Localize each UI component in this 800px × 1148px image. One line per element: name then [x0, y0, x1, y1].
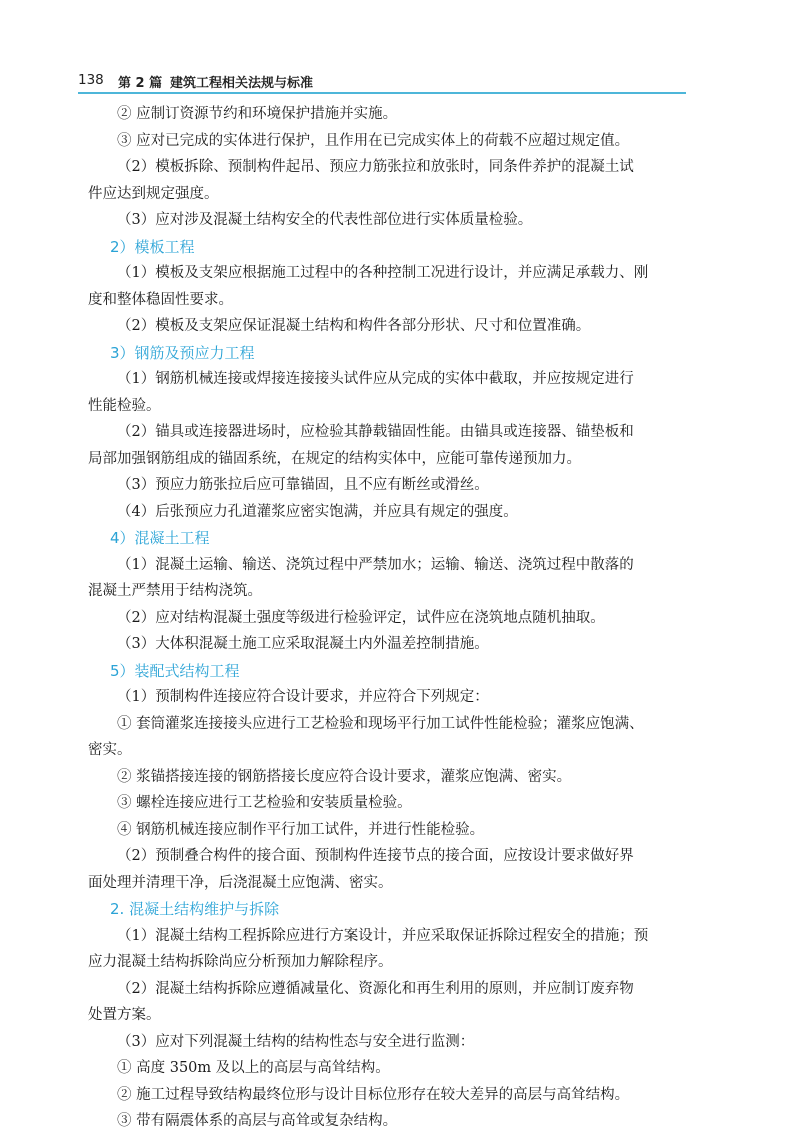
part-title: 建筑工程相关法规与标准 [170, 76, 314, 91]
body-line: 密实。 [88, 742, 132, 758]
body-line: （2）模板拆除、预制构件起吊、预应力筋张拉和放张时，同条件养护的混凝土试 [117, 159, 634, 175]
body-line: ② 施工过程导致结构最终位形与设计目标位形存在较大差异的高层与高耸结构。 [117, 1086, 630, 1103]
body-line: （3）应对涉及混凝土结构安全的代表性部位进行实体质量检验。 [117, 212, 533, 228]
body-line: ② 应制订资源节约和环境保护措施并实施。 [117, 106, 398, 122]
body-line: 局部加强钢筋组成的锚固系统，在规定的结构实体中，应能可靠传递预加力。 [88, 450, 581, 467]
section-heading: 2）模板工程 [110, 237, 195, 256]
body-line: 性能检验。 [88, 397, 161, 414]
body-line: （1）预制构件连接应符合设计要求，并应符合下列规定： [117, 689, 489, 705]
body-line: （2）锚具或连接器进场时，应检验其静载锚固性能。由锚具或连接器、锚垫板和 [117, 424, 634, 440]
body-line: ① 高度 350m 及以上的高层与高耸结构。 [117, 1060, 390, 1076]
body-line: （2）混凝土结构拆除应遵循减量化、资源化和再生利用的原则，并应制订废弃物 [117, 980, 634, 997]
body-line: 应力混凝土结构拆除尚应分析预加力解除程序。 [88, 954, 393, 970]
page-body [88, 101, 688, 1135]
body-line: ① 套筒灌浆连接接头应进行工艺检验和现场平行加工试件性能检验；灌浆应饱满、 [117, 715, 644, 732]
body-line: （2）预制叠合构件的接合面、预制构件连接节点的接合面，应按设计要求做好界 [117, 848, 634, 864]
section-heading: 4）混凝土工程 [110, 529, 210, 547]
header-rule [78, 92, 686, 94]
body-line: 混凝土严禁用于结构浇筑。 [88, 583, 262, 599]
body-line: 处置方案。 [88, 1007, 161, 1023]
section-heading: 2. 混凝土结构维护与拆除 [110, 900, 280, 918]
section-heading: 5）装配式结构工程 [110, 661, 240, 680]
body-line: 度和整体稳固性要求。 [88, 291, 233, 308]
body-line: （2）应对结构混凝土强度等级进行检验评定，试件应在浇筑地点随机抽取。 [117, 609, 605, 626]
body-line: （1）模板及支架应根据施工过程中的各种控制工况进行设计，并应满足承载力、刚 [117, 265, 649, 281]
body-line: （4）后张预应力孔道灌浆应密实饱满，并应具有规定的强度。 [117, 503, 518, 520]
body-line: ② 浆锚搭接连接的钢筋搭接长度应符合设计要求，灌浆应饱满、密实。 [117, 768, 572, 785]
body-line: ③ 应对已完成的实体进行保护，且作用在已完成实体上的荷载不应超过规定值。 [117, 132, 630, 149]
body-line: （3）大体积混凝土施工应采取混凝土内外温差控制措施。 [117, 636, 489, 652]
running-header [78, 72, 684, 92]
body-line: （1）钢筋机械连接或焊接连接接头试件应从完成的实体中截取，并应按规定进行 [117, 371, 634, 387]
section-heading: 3）钢筋及预应力工程 [110, 343, 255, 362]
body-line: （1）混凝土运输、输送、浇筑过程中严禁加水；运输、输送、浇筑过程中散落的 [117, 556, 634, 573]
body-line: （2）模板及支架应保证混凝土结构和构件各部分形状、尺寸和位置准确。 [117, 318, 591, 334]
body-line: ③ 带有隔震体系的高层与高耸或复杂结构。 [117, 1113, 398, 1129]
body-line: （3）应对下列混凝土结构的结构性态与安全进行监测： [117, 1033, 475, 1050]
body-line: ④ 钢筋机械连接应制作平行加工试件，并进行性能检验。 [117, 821, 485, 838]
body-line: 件应达到规定强度。 [88, 185, 219, 202]
body-line: （3）预应力筋张拉后应可靠锚固，且不应有断丝或滑丝。 [117, 477, 489, 493]
body-line: 面处理并清理干净，后浇混凝土应饱满、密实。 [88, 874, 393, 891]
body-line: （1）混凝土结构工程拆除应进行方案设计，并应采取保证拆除过程安全的措施；预 [117, 927, 649, 944]
body-line: ③ 螺栓连接应进行工艺检验和安装质量检验。 [117, 795, 412, 811]
part-label: 第 2 篇 [118, 76, 163, 91]
page-number: 138 [78, 72, 104, 88]
